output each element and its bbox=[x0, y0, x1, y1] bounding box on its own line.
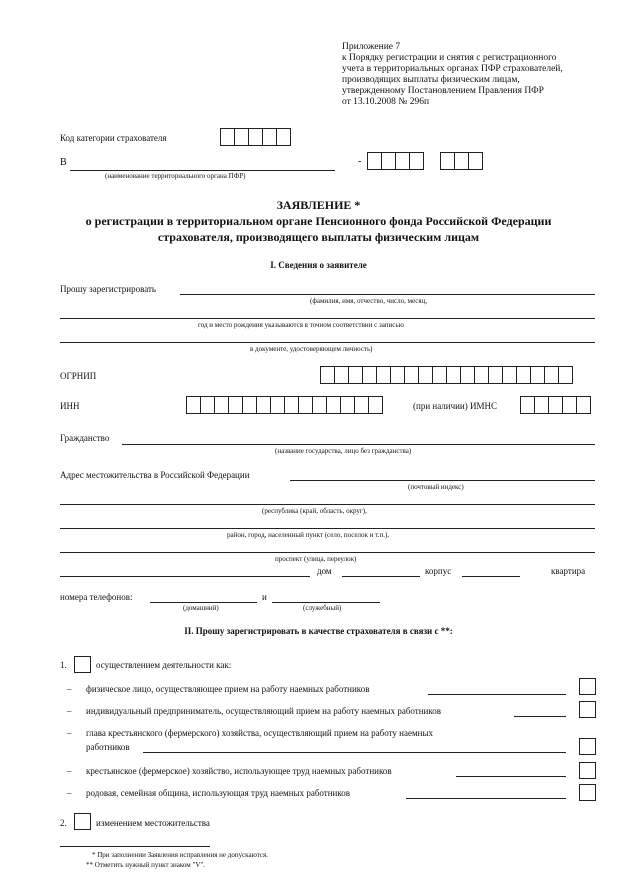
street-field[interactable] bbox=[60, 576, 310, 577]
house-field[interactable] bbox=[342, 576, 420, 577]
building-field[interactable] bbox=[462, 576, 520, 577]
hint-work: (служебный) bbox=[303, 604, 342, 612]
applicant-name-field-3[interactable] bbox=[60, 342, 595, 343]
header-line: Приложение 7 bbox=[342, 42, 401, 52]
subitem-leader bbox=[406, 798, 566, 799]
category-label: Код категории страхователя bbox=[60, 133, 167, 143]
inn-cells[interactable] bbox=[186, 396, 383, 414]
apartment-label: квартира bbox=[551, 566, 586, 576]
header-line: утвержденному Постановлением Правления ПФР bbox=[342, 86, 544, 96]
subitem-label: индивидуальный предприниматель, осуществляющий прием на работу наемных работников bbox=[86, 706, 442, 716]
subitem-label: родовая, семейная община, использующая труд наемных работников bbox=[86, 788, 351, 798]
title-main: ЗАЯВЛЕНИЕ * bbox=[276, 198, 361, 212]
subitem-label-cont: работников bbox=[86, 742, 130, 752]
region-code-cells[interactable] bbox=[367, 152, 424, 170]
hint-doc: в документе, удостоверяющем личность) bbox=[250, 345, 373, 353]
hint-country: (название государства, лицо без гражданства) bbox=[275, 447, 412, 455]
subitem-leader bbox=[428, 694, 566, 695]
hint-district: район, город, населенный пункт (село, поселок и т.п.), bbox=[227, 531, 390, 539]
citizenship-field[interactable] bbox=[122, 444, 595, 445]
dash: – bbox=[67, 728, 72, 738]
header-line: от 13.10.2008 № 296п bbox=[342, 97, 430, 107]
subitem-label: глава крестьянского (фермерского) хозяйства, осуществляющий прием на работу наемных bbox=[86, 728, 434, 738]
hint-home: (домашний) bbox=[183, 604, 219, 612]
and-label: и bbox=[262, 592, 267, 602]
subitem-leader bbox=[143, 752, 566, 753]
item-1-checkbox[interactable] bbox=[74, 656, 91, 673]
imns-cells[interactable] bbox=[520, 396, 591, 414]
header-line: производящих выплаты физическим лицам, bbox=[342, 75, 520, 85]
dash: – bbox=[67, 788, 72, 798]
document-title bbox=[0, 198, 637, 245]
category-code-cells[interactable] bbox=[220, 128, 291, 146]
address-field-region[interactable] bbox=[60, 504, 595, 505]
dash-separator: - bbox=[358, 156, 362, 167]
work-phone-field[interactable] bbox=[272, 602, 380, 603]
district-code-cells[interactable] bbox=[440, 152, 483, 170]
subitem-checkbox-2[interactable] bbox=[579, 701, 596, 718]
building-label: корпус bbox=[425, 566, 452, 576]
appendix-header bbox=[342, 42, 622, 108]
territorial-body-hint: (наименование территориального органа ПФР) bbox=[105, 172, 246, 180]
subitem-label: физическое лицо, осуществляющее прием на работу наемных работников bbox=[86, 684, 370, 694]
subitem-leader bbox=[514, 716, 566, 717]
item-2-label: изменением местожительства bbox=[96, 818, 210, 828]
hint-postcode: (почтовый индекс) bbox=[408, 483, 464, 491]
title-sub2: страхователя, производящего выплаты физическим лицам bbox=[157, 230, 480, 244]
subitem-leader bbox=[456, 776, 566, 777]
ogrnip-cells[interactable] bbox=[320, 366, 573, 384]
dash: – bbox=[67, 684, 72, 694]
title-sub: о регистрации в территориальном органе Пенсионного фонда Российской Федерации bbox=[85, 214, 552, 228]
phones-label: номера телефонов: bbox=[60, 592, 133, 602]
address-field-street[interactable] bbox=[60, 552, 595, 553]
ogrnip-label: ОГРНИП bbox=[60, 371, 97, 381]
subitem-checkbox-1[interactable] bbox=[579, 678, 596, 695]
dash: – bbox=[67, 706, 72, 716]
subitem-checkbox-3[interactable] bbox=[579, 738, 596, 755]
footnote-1: * При заполнении Заявления исправления не допускаются. bbox=[92, 851, 268, 859]
hint-region: (республика (край, область, округ), bbox=[262, 507, 367, 515]
inn-label: ИНН bbox=[60, 401, 80, 411]
address-label: Адрес местожительства в Российской Федерации bbox=[60, 470, 250, 480]
to-label: В bbox=[60, 157, 67, 168]
citizenship-label: Гражданство bbox=[60, 433, 110, 443]
dash: – bbox=[67, 766, 72, 776]
header-line: к Порядку регистрации и снятия с регистрационного bbox=[342, 53, 557, 63]
request-label: Прошу зарегистрировать bbox=[60, 284, 157, 294]
item-1-number: 1. bbox=[60, 660, 67, 670]
item-2-number: 2. bbox=[60, 818, 67, 828]
footnote-2: ** Отметить нужный пункт знаком "V". bbox=[86, 861, 205, 869]
address-field-district[interactable] bbox=[60, 528, 595, 529]
hint-street: проспект (улица, переулок) bbox=[275, 555, 357, 563]
house-label: дом bbox=[317, 566, 332, 576]
footnote-rule bbox=[60, 846, 210, 847]
subitem-label: крестьянское (фермерское) хозяйство, использующее труд наемных работников bbox=[86, 766, 392, 776]
address-field-postcode[interactable] bbox=[290, 480, 595, 481]
subitem-checkbox-4[interactable] bbox=[579, 762, 596, 779]
section-1-heading: I. Сведения о заявителе bbox=[270, 260, 367, 270]
item-1-label: осуществлением деятельности как: bbox=[96, 660, 232, 670]
territorial-body-field[interactable] bbox=[70, 170, 335, 171]
applicant-name-field-2[interactable] bbox=[60, 318, 595, 319]
subitem-checkbox-5[interactable] bbox=[579, 784, 596, 801]
header-line: учета в территориальных органах ПФР страхователей, bbox=[342, 64, 563, 74]
item-2-checkbox[interactable] bbox=[74, 813, 91, 830]
hint-name: (фамилия, имя, отчество, число, месяц, bbox=[310, 297, 428, 305]
imns-label: (при наличии) ИМНС bbox=[413, 401, 497, 411]
applicant-name-field[interactable] bbox=[180, 294, 595, 295]
section-2-heading: II. Прошу зарегистрировать в качестве страхователя в связи с **: bbox=[184, 626, 453, 636]
hint-birth: год и место рождения указываются в точном соответствии с записью bbox=[198, 321, 404, 329]
home-phone-field[interactable] bbox=[150, 602, 257, 603]
